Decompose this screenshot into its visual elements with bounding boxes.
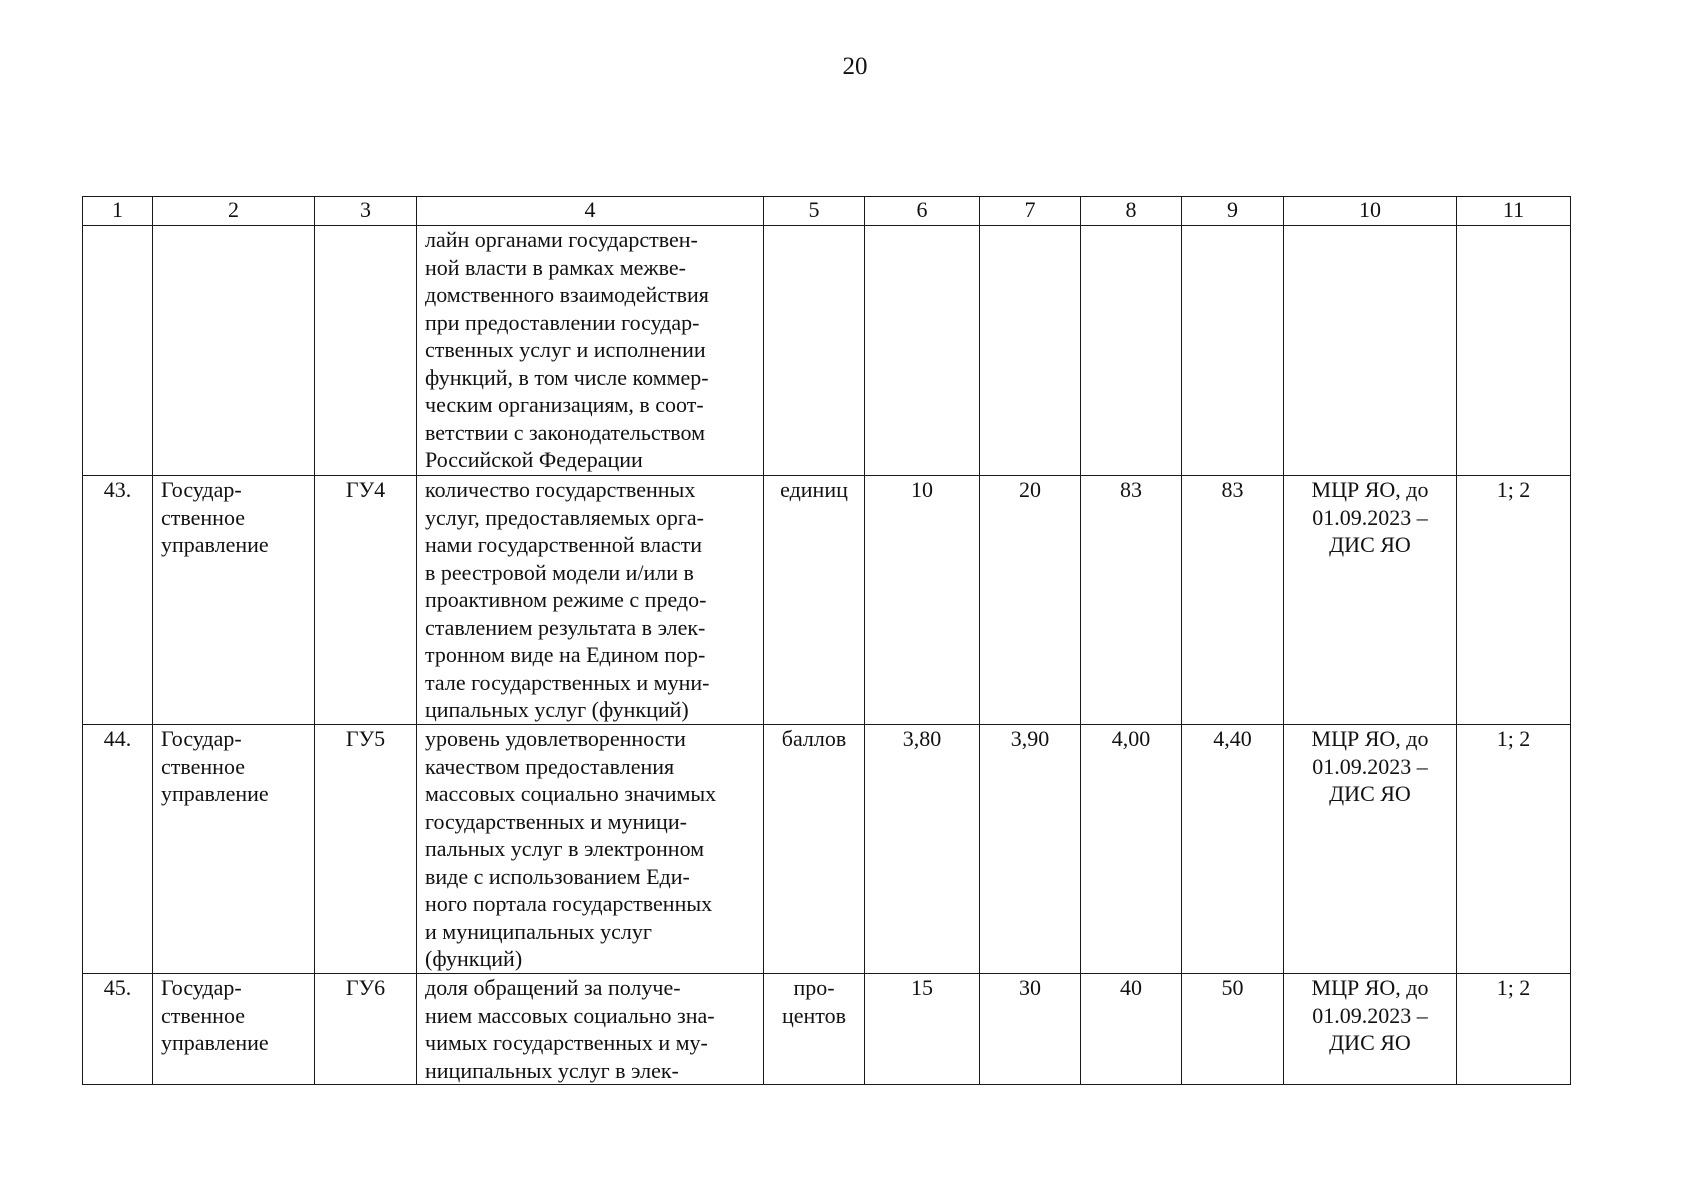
unit-text: про- центов [781, 975, 847, 1028]
column-header-10: 10 [1284, 197, 1457, 226]
column-header-2: 2 [153, 197, 315, 226]
page-number: 20 [842, 53, 868, 80]
cell-value-9: 4,40 [1182, 725, 1284, 974]
cell-value-7: 20 [980, 476, 1081, 725]
cell-responsible [1284, 974, 1457, 1085]
description-text: лайн органами государствен- ной власти в рамках межве- домственного взаимодействия при предоставлении государ- ственных услуг и исполнении функций, в том числе коммер- ческим организациям, в соот- ветствии с законодательством Российской Федерации [425, 227, 709, 472]
table-row-continuation [83, 226, 1571, 476]
column-header-1: 1 [83, 197, 153, 226]
cell-value-7: 3,90 [980, 725, 1081, 974]
cell-num: 43. [83, 476, 153, 725]
cell-description [417, 974, 764, 1085]
cell-area [153, 974, 315, 1085]
column-header-3: 3 [315, 197, 417, 226]
cell-value-6 [865, 226, 980, 476]
cell-value-8 [1081, 226, 1182, 476]
area-text: Государ- ственное управление [161, 477, 269, 557]
responsible-text: МЦР ЯО, до 01.09.2023 – ДИС ЯО [1311, 975, 1429, 1055]
cell-value-9: 83 [1182, 476, 1284, 725]
cell-value-6: 10 [865, 476, 980, 725]
cell-responsible [1284, 226, 1457, 476]
area-text: Государ- ственное управление [161, 975, 269, 1055]
description-text: количество государственных услуг, предоставляемых орга- нами государственной власти в реестровой модели и/или в проактивном режиме с предо- ставлением результата в элек- тронном виде на Едином пор- тале государственных и муни- ципальных услуг (функций) [425, 477, 710, 722]
description-text: уровень удовлетворенности качеством предоставления массовых социально значимых государственных и муници- пальных услуг в электронном виде с использованием Еди- ного портала государственных и муниципальных услуг (функций) [425, 726, 717, 971]
column-header-11: 11 [1457, 197, 1571, 226]
cell-area [153, 476, 315, 725]
column-header-7: 7 [980, 197, 1081, 226]
cell-ref [1457, 226, 1571, 476]
cell-num: 45. [83, 974, 153, 1085]
cell-code [315, 226, 417, 476]
cell-value-8: 40 [1081, 974, 1182, 1085]
unit-text: баллов [781, 726, 847, 751]
column-header-8: 8 [1081, 197, 1182, 226]
cell-ref: 1; 2 [1457, 725, 1571, 974]
cell-num [83, 226, 153, 476]
cell-unit [764, 476, 865, 725]
cell-value-8: 83 [1081, 476, 1182, 725]
column-header-6: 6 [865, 197, 980, 226]
cell-unit [764, 226, 865, 476]
cell-ref: 1; 2 [1457, 974, 1571, 1085]
cell-value-6: 3,80 [865, 725, 980, 974]
cell-description [417, 476, 764, 725]
cell-code: ГУ4 [315, 476, 417, 725]
column-header-4: 4 [417, 197, 764, 226]
responsible-text: МЦР ЯО, до 01.09.2023 – ДИС ЯО [1311, 477, 1429, 557]
unit-text: единиц [780, 477, 848, 502]
cell-code: ГУ6 [315, 974, 417, 1085]
cell-unit [764, 974, 865, 1085]
cell-responsible [1284, 725, 1457, 974]
cell-description [417, 226, 764, 476]
cell-num: 44. [83, 725, 153, 974]
area-text: Государ- ственное управление [161, 726, 269, 806]
cell-description [417, 725, 764, 974]
cell-area [153, 725, 315, 974]
table-header-row [83, 197, 1571, 226]
table-row [83, 974, 1571, 1085]
cell-value-6: 15 [865, 974, 980, 1085]
cell-value-7 [980, 226, 1081, 476]
cell-code: ГУ5 [315, 725, 417, 974]
indicators-table [82, 196, 1571, 1085]
cell-area [153, 226, 315, 476]
cell-value-8: 4,00 [1081, 725, 1182, 974]
table-row [83, 476, 1571, 725]
cell-unit [764, 725, 865, 974]
cell-responsible [1284, 476, 1457, 725]
column-header-9: 9 [1182, 197, 1284, 226]
cell-value-9 [1182, 226, 1284, 476]
table-row [83, 725, 1571, 974]
column-header-5: 5 [764, 197, 865, 226]
cell-value-9: 50 [1182, 974, 1284, 1085]
cell-ref: 1; 2 [1457, 476, 1571, 725]
description-text: доля обращений за получе- нием массовых социально зна- чимых государственных и му- ниципальных услуг в элек- [425, 975, 715, 1083]
responsible-text: МЦР ЯО, до 01.09.2023 – ДИС ЯО [1311, 726, 1429, 806]
cell-value-7: 30 [980, 974, 1081, 1085]
